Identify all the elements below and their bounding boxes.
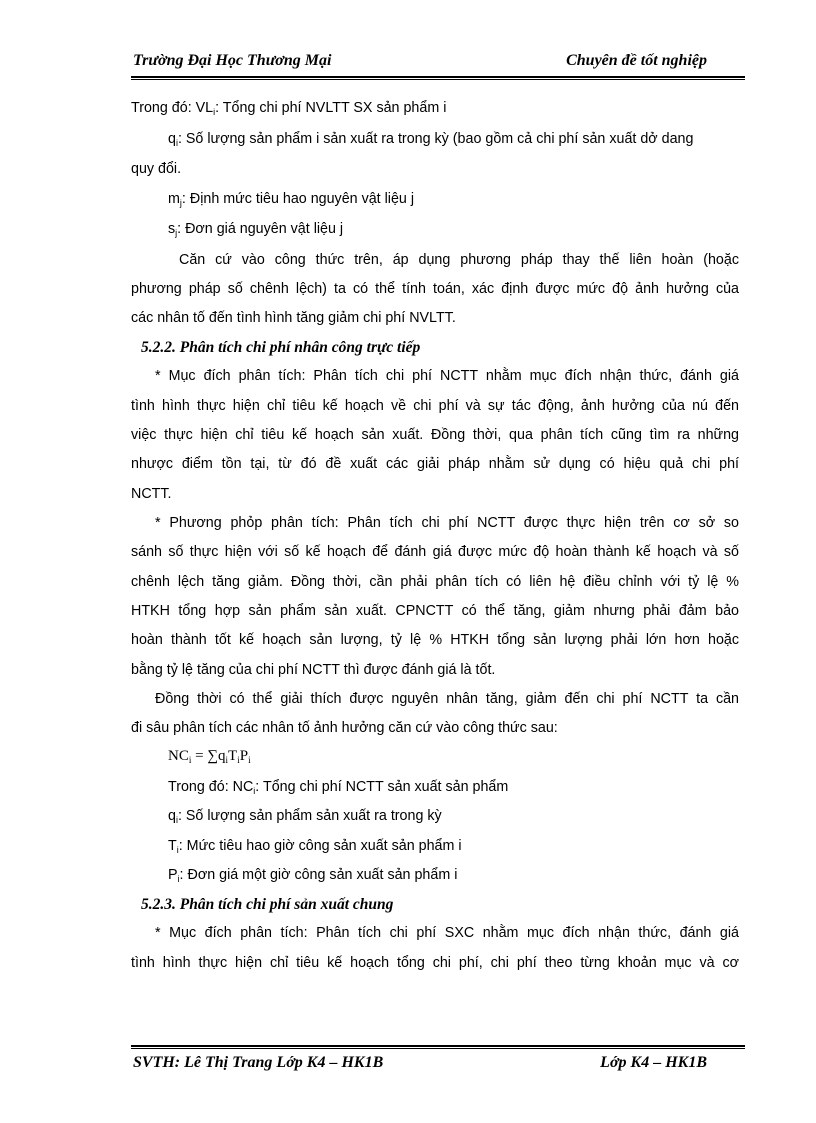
page-header <box>131 52 745 74</box>
header-thesis-title: Chuyên đề tốt nghiệp <box>566 52 707 69</box>
paragraph-line: nhược điểm tồn tại, từ đó đề xuất các giải pháp nhằm sử dụng có hiệu quả chi phí <box>131 456 739 472</box>
paragraph-line: tình hình thực hiện chỉ tiêu kế hoạch tổng chi phí, chi phí theo từng khoản mục và cơ <box>131 955 739 971</box>
page-footer <box>131 1054 745 1076</box>
paragraph-line: * Mục đích phân tích: Phân tích chi phí NCTT nhằm mục đích nhận thức, đánh giá <box>155 368 739 384</box>
paragraph-line: chênh lệch tăng giảm. Đồng thời, cần phải phân tích có liên hệ điều chỉnh với tỷ lệ % <box>131 574 739 590</box>
def-line-p: $P_i$: Đơn giá một giờ công sản xuất sản phẩm i <box>168 867 458 884</box>
def-line-t: $T_i$: Mức tiêu hao giờ công sản xuất sản phẩm i <box>168 838 462 855</box>
formula-nc: $NC_i = \sum q_iT_iP_i$ <box>168 748 251 765</box>
def-line-s: $s_j$: Đơn giá nguyên vật liệu j <box>168 221 344 238</box>
paragraph-line: phương pháp số chênh lệch) ta có thể tính toán, xác định được mức độ ảnh hưởng của <box>131 281 739 297</box>
paragraph-line: việc thực hiện chỉ tiêu kế hoạch sản xuất. Đồng thời, qua phân tích cũng tìm ra những <box>131 427 739 443</box>
paragraph-line: bằng tỷ lệ tăng của chi phí NCTT thì được đánh giá là tốt. <box>131 662 496 678</box>
paragraph-line: sánh số thực hiện với số kế hoạch để đánh giá được mức độ hoàn thành kế hoạch và số <box>131 544 739 560</box>
def-line-nc: Trong đó: $NC_i$: Tổng chi phí NCTT sản xuất sản phẩm <box>168 779 509 796</box>
footer-rule <box>131 1045 745 1047</box>
def-line-q: $q_i$: Số lượng sản phẩm i sản xuất ra trong kỳ (bao gồm cả chi phí sản xuất dở dang <box>168 131 694 148</box>
def-line-m: $m_j$: Định mức tiêu hao nguyên vật liệu j <box>168 191 415 208</box>
paragraph-line: NCTT. <box>131 486 172 502</box>
header-rule <box>131 76 745 78</box>
paragraph-line: hoàn thành tốt kế hoạch sản lượng, tỷ lệ % HTKH tổng sản lượng phải lớn hơn hoặc <box>131 632 739 648</box>
paragraph-line: * Mục đích phân tích: Phân tích chi phí SXC nhằm mục đích nhận thức, đánh giá <box>155 925 739 941</box>
section-heading-5-2-2: 5.2.2. Phân tích chi phí nhân công trực tiếp <box>141 339 421 356</box>
header-rule-thin <box>131 79 745 80</box>
paragraph-line: các nhân tố đến tình hình tăng giảm chi phí NVLTT. <box>131 310 456 326</box>
def-line-q: $q_i$: Số lượng sản phẩm sản xuất ra trong kỳ <box>168 808 442 825</box>
footer-student-info: SVTH: Lê Thị Trang Lớp K4 – HK1B <box>133 1054 384 1071</box>
paragraph-line: đi sâu phân tích các nhân tố ảnh hưởng căn cứ vào công thức sau: <box>131 720 558 736</box>
paragraph-line: Đồng thời có thể giải thích được nguyên nhân tăng, giảm đến chi phí NCTT ta cần <box>155 691 739 707</box>
paragraph-line: tình hình thực hiện chỉ tiêu kế hoạch về chi phí và sự tác động, ảnh hưởng của nú đến <box>131 398 739 414</box>
paragraph-line: Căn cứ vào công thức trên, áp dụng phương pháp thay thế liên hoàn (hoặc <box>179 252 739 268</box>
header-school-name: Trường Đại Học Thương Mại <box>133 52 332 69</box>
def-line-vl: Trong đó: $VL_i$: Tổng chi phí NVLTT SX sản phẩm i <box>131 100 447 117</box>
footer-rule-thin <box>131 1048 745 1049</box>
paragraph-line: HTKH tổng hợp sản phẩm sản xuất. CPNCTT có thể tăng, giảm nhưng phải đảm bảo <box>131 603 739 619</box>
section-heading-5-2-3: 5.2.3. Phân tích chi phí sản xuất chung <box>141 896 394 913</box>
def-line-q-cont: quy đổi. <box>131 161 182 177</box>
paragraph-line: * Phương phỏp phân tích: Phân tích chi phí NCTT được thực hiện trên cơ sở so <box>155 515 739 531</box>
footer-class: Lớp K4 – HK1B <box>600 1054 707 1071</box>
